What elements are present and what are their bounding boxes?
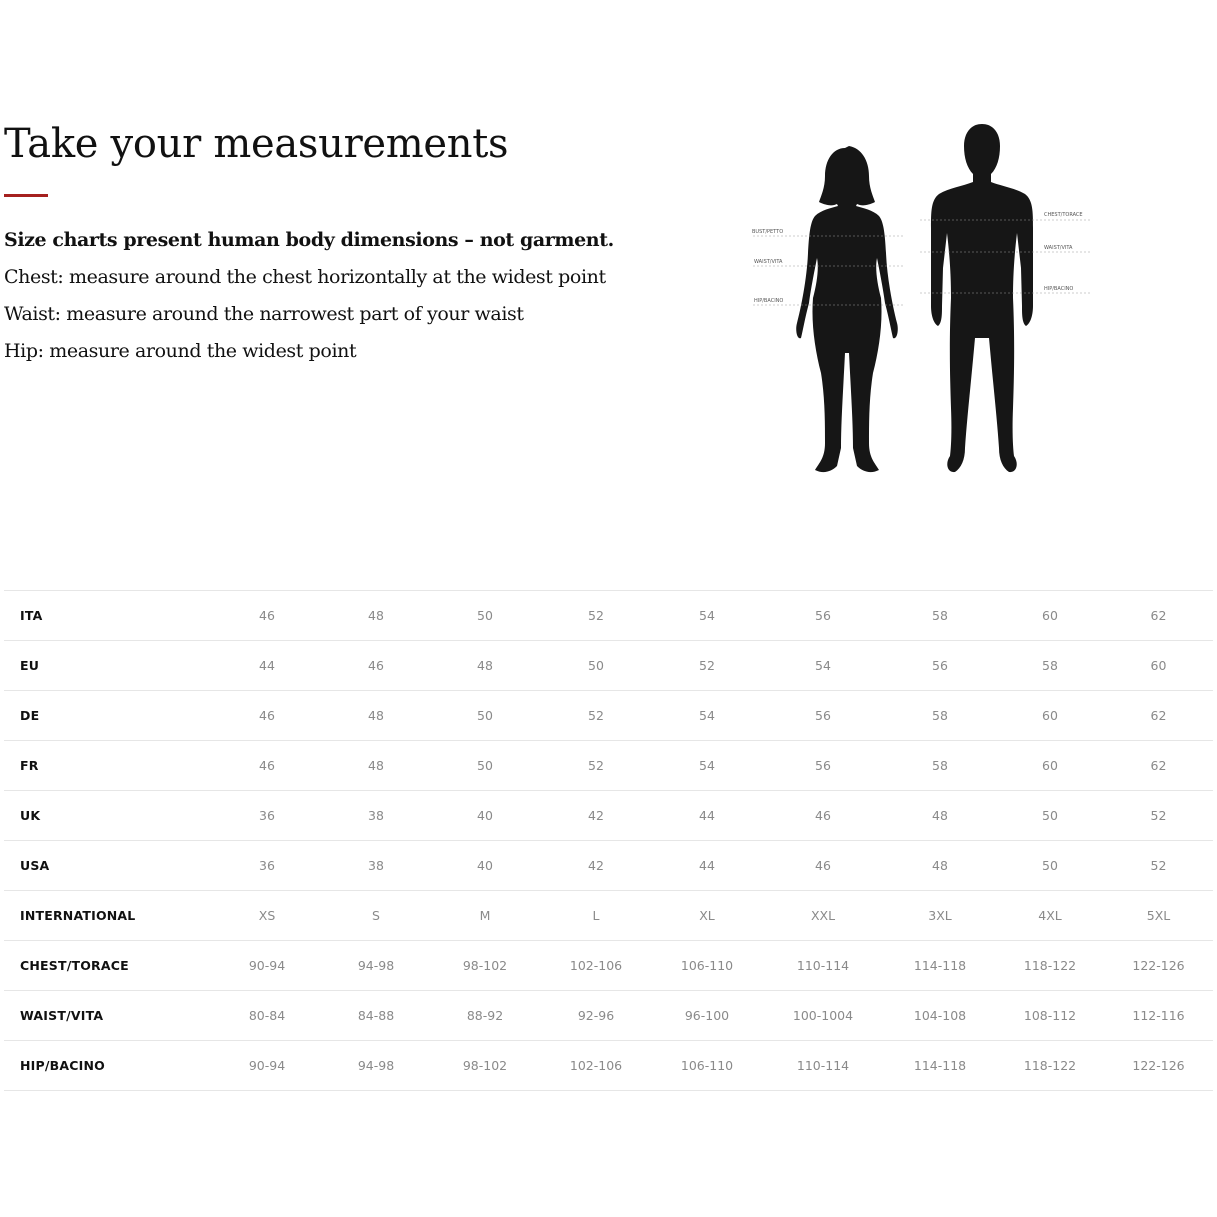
female-bust-label: BUST/PETTO [752,229,784,235]
table-cell: 3XL [928,908,952,923]
size-chart-note: Size charts present human body dimensions – not garment. [4,229,614,251]
table-cell: 118-122 [1023,958,1077,973]
table-cell: 114-118 [913,958,967,973]
table-cell: 52 [699,658,715,673]
table-cell: 60 [1042,608,1058,623]
table-cell: 94-98 [357,1058,395,1073]
table-cell: 52 [1150,808,1167,823]
table-cell: 48 [368,708,384,723]
table-cell: 50 [1042,808,1058,823]
table-cell: 60 [1150,658,1167,673]
table-row [4,691,1213,741]
table-cell: 58 [932,708,948,723]
table-cell: 46 [815,858,831,873]
table-cell: 98-102 [462,1058,508,1073]
table-cell: 48 [477,658,493,673]
table-row [4,941,1213,991]
table-cell: 122-126 [1132,1058,1185,1073]
table-cell: 42 [588,808,604,823]
table-cell: 62 [1150,608,1167,623]
table-cell: 50 [477,758,493,773]
table-cell: 58 [932,758,948,773]
table-cell: 54 [699,708,715,723]
table-cell: 46 [368,658,384,673]
table-row [4,741,1213,791]
table-cell: 92-96 [577,1008,615,1023]
table-cell: 96-100 [684,1008,730,1023]
table-cell: 104-108 [913,1008,967,1023]
table-cell: 50 [477,708,493,723]
table-cell: 58 [1042,658,1058,673]
table-cell: 90-94 [248,1058,286,1073]
table-row [4,791,1213,841]
table-cell: 50 [1042,858,1058,873]
table-cell: 56 [815,758,831,773]
table-cell: 46 [259,608,275,623]
table-row [4,591,1213,641]
table-cell: 56 [932,658,948,673]
row-header: USA [20,858,50,873]
table-cell: 60 [1042,758,1058,773]
hip-instruction: Hip: measure around the widest point [4,340,357,362]
female-waist-label: WAIST/VITA [754,259,783,265]
table-cell: 46 [815,808,831,823]
table-cell: 102-106 [569,958,623,973]
table-cell: 62 [1150,708,1167,723]
table-cell: 52 [588,708,604,723]
row-header: UK [20,808,41,823]
table-cell: 100-1004 [792,1008,854,1023]
table-cell: 60 [1042,708,1058,723]
male-chest-label: CHEST/TORACE [1044,212,1083,218]
table-cell: 40 [477,858,493,873]
table-cell: 122-126 [1132,958,1185,973]
table-cell: 80-84 [248,1008,286,1023]
table-row [4,991,1213,1041]
table-cell: XXL [810,908,836,923]
table-cell: 94-98 [357,958,395,973]
table-cell: 38 [368,858,384,873]
table-cell: 112-116 [1132,1008,1185,1023]
table-cell: M [479,908,491,923]
table-cell: XS [258,908,276,923]
table-cell: 62 [1150,758,1167,773]
table-cell: 36 [259,858,275,873]
table-cell: 54 [815,658,831,673]
table-cell: 106-110 [680,1058,734,1073]
male-hip-label: HIP/BACINO [1044,286,1074,292]
table-row [4,641,1213,691]
table-cell: 5XL [1146,908,1171,923]
table-cell: 118-122 [1023,1058,1077,1073]
table-cell: 48 [368,758,384,773]
table-cell: 88-92 [466,1008,504,1023]
row-header: FR [20,758,39,773]
table-cell: 46 [259,708,275,723]
table-cell: 38 [368,808,384,823]
table-cell: 36 [259,808,275,823]
table-cell: 52 [588,758,604,773]
page-title: Take your measurements [4,121,509,167]
body-measurement-illustration [745,118,1100,483]
row-header: ITA [20,608,43,623]
table-row [4,1041,1213,1091]
table-cell: 52 [588,608,604,623]
table-cell: 4XL [1038,908,1062,923]
table-cell: 102-106 [569,1058,623,1073]
row-header: INTERNATIONAL [20,908,136,923]
row-header: EU [20,658,40,673]
row-header: CHEST/TORACE [20,958,129,973]
table-cell: 54 [699,758,715,773]
table-cell: 48 [368,608,384,623]
title-accent-divider [4,194,48,197]
table-row [4,841,1213,891]
table-cell: 106-110 [680,958,734,973]
table-cell: 46 [259,758,275,773]
table-cell: 48 [932,858,948,873]
size-conversion-table [4,590,1213,1091]
table-cell: 108-112 [1023,1008,1077,1023]
table-cell: 98-102 [462,958,508,973]
row-header: HIP/BACINO [20,1058,105,1073]
table-cell: 44 [259,658,275,673]
table-cell: L [592,908,600,923]
female-hip-label: HIP/BACINO [754,298,784,304]
measurement-instructions [4,222,704,370]
table-cell: 52 [1150,858,1167,873]
table-cell: 50 [477,608,493,623]
table-cell: 110-114 [796,1058,850,1073]
table-cell: 44 [699,858,715,873]
male-waist-label: WAIST/VITA [1044,245,1073,251]
male-silhouette [931,124,1033,472]
table-cell: 44 [699,808,715,823]
female-silhouette [796,146,898,472]
table-cell: 42 [588,858,604,873]
waist-instruction: Waist: measure around the narrowest part of your waist [4,303,524,325]
row-header: DE [20,708,40,723]
table-cell: 84-88 [357,1008,395,1023]
table-cell: 50 [588,658,604,673]
table-cell: 54 [699,608,715,623]
table-cell: 90-94 [248,958,286,973]
table-cell: 56 [815,708,831,723]
table-cell: 56 [815,608,831,623]
chest-instruction: Chest: measure around the chest horizontally at the widest point [4,266,606,288]
table-cell: 48 [932,808,948,823]
table-row [4,891,1213,941]
table-cell: XL [699,908,715,923]
row-header: WAIST/VITA [20,1008,104,1023]
table-cell: 114-118 [913,1058,967,1073]
table-cell: S [372,908,380,923]
table-cell: 40 [477,808,493,823]
table-cell: 110-114 [796,958,850,973]
table-cell: 58 [932,608,948,623]
